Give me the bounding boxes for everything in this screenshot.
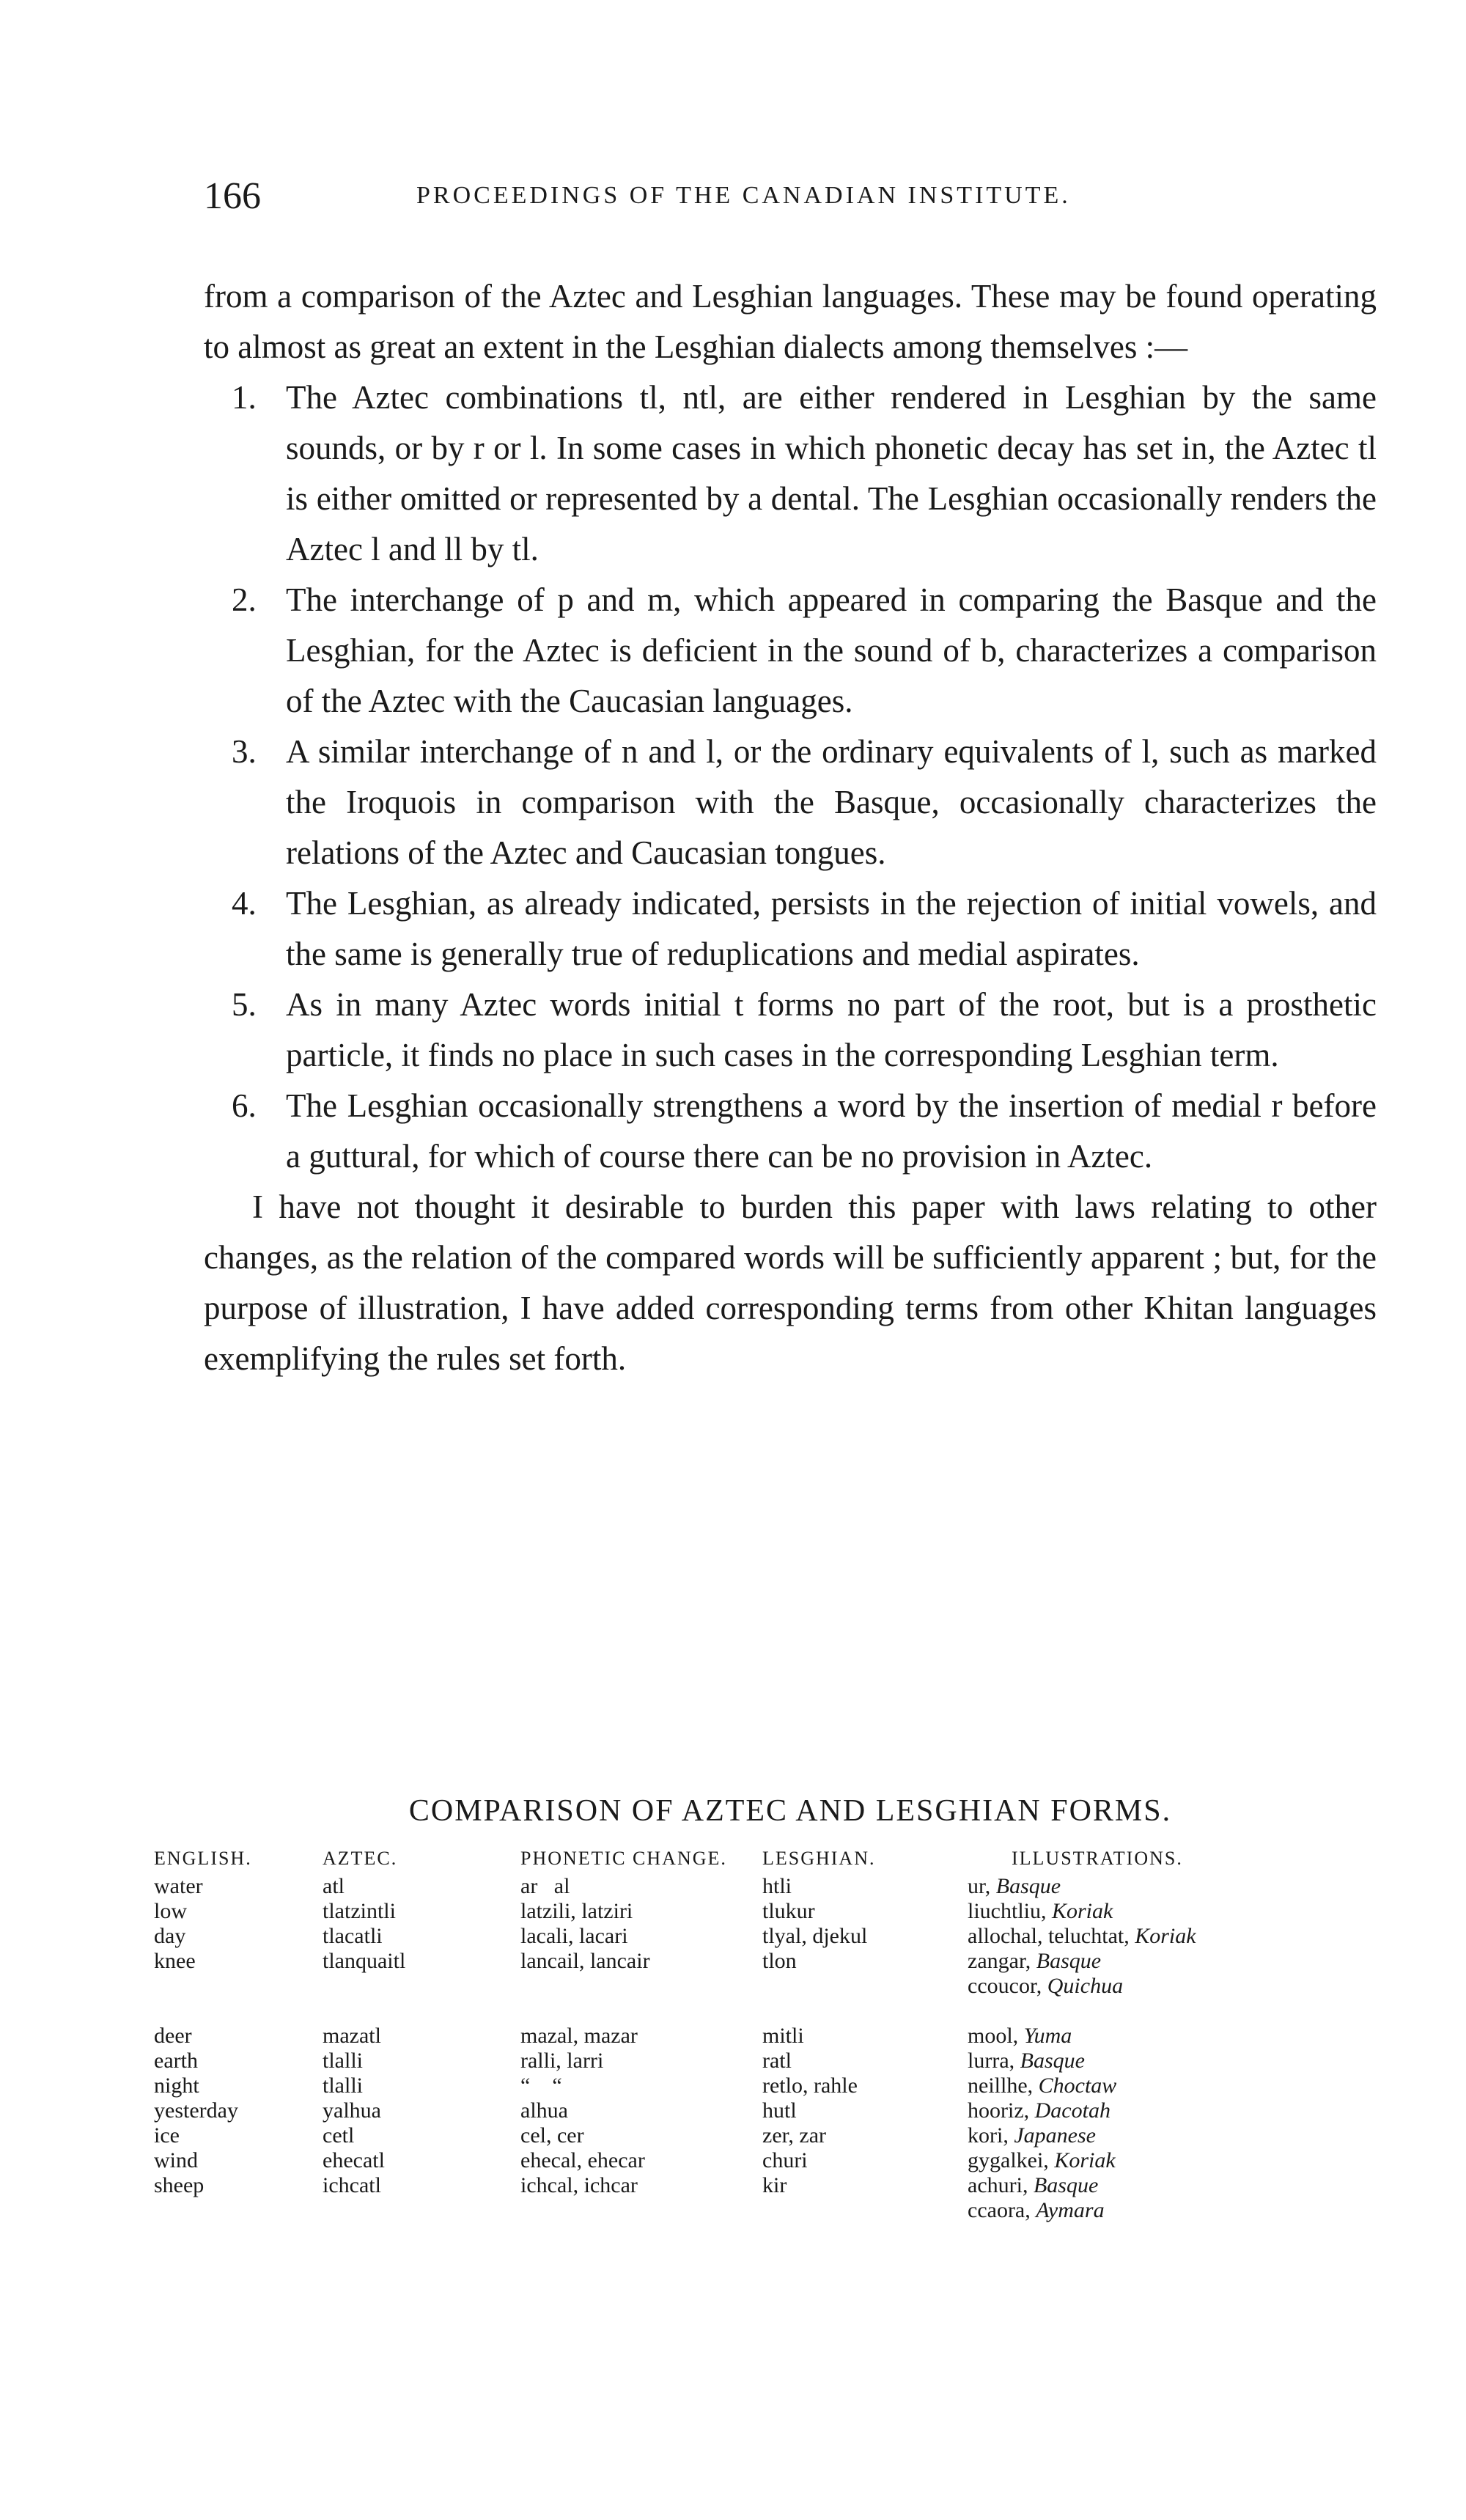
cell-english: low — [154, 1899, 187, 1923]
cell-phonetic-change: cel, cer — [520, 2123, 584, 2148]
illustration-word: neillhe, — [968, 2073, 1034, 2098]
illustration-language: Basque — [1036, 1949, 1102, 1973]
table-row — [154, 2049, 1415, 2073]
illustration-language: Aymara — [1036, 2198, 1105, 2222]
cell-aztec: atl — [323, 1874, 345, 1898]
table-row — [154, 1999, 1415, 2024]
rule-item — [204, 980, 1377, 1081]
illustration-word: zangar, — [968, 1949, 1031, 1973]
rule-item — [204, 1081, 1377, 1182]
table-row — [154, 1924, 1415, 1949]
illustration-entry — [968, 2073, 1415, 2098]
cell-phonetic-change: ehecal, ehecar — [520, 2148, 645, 2172]
table-row — [154, 2024, 1415, 2049]
cell-illustrations — [968, 1924, 1415, 1949]
rules-list — [204, 372, 1377, 1182]
illustration-entry — [968, 1899, 1415, 1924]
rule-item — [204, 372, 1377, 575]
cell-aztec: cetl — [323, 2123, 355, 2148]
cell-illustrations — [968, 2123, 1415, 2148]
table-row — [154, 1949, 1415, 1999]
cell-aztec: yalhua — [323, 2098, 381, 2123]
cell-aztec: tlacatli — [323, 1924, 383, 1948]
cell-illustrations — [968, 2049, 1415, 2073]
illustration-word: ur, — [968, 1874, 991, 1898]
cell-aztec: tlalli — [323, 2073, 363, 2098]
page-number: 166 — [204, 175, 261, 217]
comparison-table — [154, 1846, 1415, 2223]
cell-aztec: ichcatl — [323, 2173, 381, 2197]
cell-illustrations — [968, 2148, 1415, 2173]
intro-paragraph: from a comparison of the Aztec and Lesghian languages. These may be found operating to almost as great an extent in the Lesghian dialects among themselves :— — [204, 278, 1377, 365]
cell-lesghian: tlon — [762, 1949, 797, 1973]
cell-illustrations — [968, 2098, 1415, 2123]
cell-phonetic-change: ralli, larri — [520, 2049, 604, 2073]
illustration-language: Yuma — [1023, 2024, 1072, 2048]
illustration-entry — [968, 2049, 1415, 2073]
illustration-entry — [968, 2198, 1415, 2223]
cell-illustrations — [968, 2024, 1415, 2049]
cell-aztec: tlanquaitl — [323, 1949, 406, 1973]
illustration-language: Basque — [1020, 2049, 1085, 2073]
illustration-word: lurra, — [968, 2049, 1015, 2073]
rule-item — [204, 878, 1377, 980]
cell-phonetic-change: lacali, lacari — [520, 1924, 628, 1948]
cell-phonetic-change: mazal, mazar — [520, 2024, 638, 2048]
illustration-word: gygalkei, — [968, 2148, 1049, 2172]
header-english: ENGLISH. — [154, 1848, 252, 1869]
rule-text: The interchange of p and m, which appeared in comparing the Basque and the Lesghian, for the Aztec is deficient in the sound of b, characterizes a comparison of the Aztec with the Caucasian languages. — [286, 581, 1377, 719]
table-body — [154, 1874, 1415, 2223]
rule-text: The Lesghian, as already indicated, persists in the rejection of initial vowels, and the same is generally true of reduplications and medial aspirates. — [286, 885, 1377, 972]
cell-illustrations — [968, 1899, 1415, 1924]
illustration-word: achuri, — [968, 2173, 1028, 2197]
cell-lesghian: zer, zar — [762, 2123, 827, 2148]
table-row — [154, 1874, 1415, 1899]
illustration-word: ccaora, — [968, 2198, 1031, 2222]
cell-illustrations — [968, 2073, 1415, 2098]
cell-phonetic-change: lancail, lancair — [520, 1949, 650, 1973]
header-phonetic-change: PHONETIC CHANGE. — [520, 1848, 727, 1869]
illustration-language: Choctaw — [1038, 2073, 1117, 2098]
rule-number: 6. — [232, 1087, 257, 1124]
illustration-entry — [968, 1924, 1415, 1949]
table-row — [154, 2148, 1415, 2173]
illustration-language: Basque — [995, 1874, 1061, 1898]
closing-paragraph: I have not thought it desirable to burden this paper with laws relating to other changes, as the relation of the compared words will be sufficiently apparent ; but, for the purpose of illustration, I have added corresponding terms from other Khitan languages exemplifying the rules set forth. — [204, 1189, 1377, 1377]
illustration-entry — [968, 2173, 1415, 2198]
cell-english: wind — [154, 2148, 198, 2172]
cell-phonetic-change: alhua — [520, 2098, 568, 2123]
cell-aztec — [323, 1999, 520, 2024]
header-lesghian: LESGHIAN. — [762, 1848, 876, 1869]
table-row — [154, 1899, 1415, 1924]
illustration-language: Dacotah — [1034, 2098, 1110, 2123]
cell-aztec: mazatl — [323, 2024, 381, 2048]
cell-lesghian: htli — [762, 1874, 792, 1898]
header-illustrations: ILLUSTRATIONS. — [1012, 1848, 1183, 1869]
cell-illustrations — [968, 1949, 1415, 1999]
cell-english: yesterday — [154, 2098, 238, 2123]
cell-lesghian: mitli — [762, 2024, 804, 2048]
illustration-language: Koriak — [1135, 1924, 1196, 1948]
illustration-language: Japanese — [1014, 2123, 1096, 2148]
cell-english: earth — [154, 2049, 198, 2073]
cell-aztec: tlatzintli — [323, 1899, 396, 1923]
cell-english: knee — [154, 1949, 196, 1973]
rule-text: The Aztec combinations tl, ntl, are either rendered in Lesghian by the same sounds, or by r or l. In some cases in which phonetic decay has set in, the Aztec tl is either omitted or represented by a dental. The Lesghian occasionally renders the Aztec l and ll by tl. — [286, 379, 1377, 567]
cell-english: night — [154, 2073, 199, 2098]
illustration-entry — [968, 2024, 1415, 2049]
table-row — [154, 2073, 1415, 2098]
cell-phonetic-change: “ “ — [520, 2073, 562, 2098]
running-head: PROCEEDINGS OF THE CANADIAN INSTITUTE. — [416, 182, 1071, 209]
cell-illustrations — [968, 1874, 1415, 1899]
illustration-word: liuchtliu, — [968, 1899, 1047, 1923]
illustration-entry — [968, 2123, 1415, 2148]
body-text — [204, 271, 1377, 1384]
rule-number: 1. — [232, 379, 257, 416]
rule-item — [204, 727, 1377, 878]
illustration-entry — [968, 2148, 1415, 2173]
rule-text: A similar interchange of n and l, or the ordinary equivalents of l, such as marked the Iroquois in comparison with the Basque, occasionally characterizes the relations of the Aztec and Caucasian tongues. — [286, 733, 1377, 871]
cell-english: deer — [154, 2024, 192, 2048]
cell-lesghian: tlyal, djekul — [762, 1924, 868, 1948]
illustration-word: mool, — [968, 2024, 1019, 2048]
cell-phonetic-change — [520, 1999, 762, 2024]
cell-phonetic-change: ichcal, ichcar — [520, 2173, 638, 2197]
rule-number: 3. — [232, 733, 257, 770]
cell-illustrations — [968, 2173, 1415, 2223]
header-aztec: AZTEC. — [323, 1848, 398, 1869]
rule-number: 5. — [232, 986, 257, 1023]
table-header-row — [154, 1846, 1415, 1874]
table-row — [154, 2098, 1415, 2123]
cell-illustrations — [968, 1999, 1415, 2024]
illustration-word: hooriz, — [968, 2098, 1030, 2123]
cell-english: day — [154, 1924, 186, 1948]
illustration-word: allochal, teluchtat, — [968, 1924, 1130, 1948]
rule-text: As in many Aztec words initial t forms no part of the root, but is a prosthetic particle, it finds no place in such cases in the corresponding Lesghian term. — [286, 986, 1377, 1073]
cell-english: sheep — [154, 2173, 205, 2197]
illustration-language: Basque — [1033, 2173, 1099, 2197]
cell-lesghian — [762, 1999, 968, 2024]
cell-phonetic-change: latzili, latziri — [520, 1899, 633, 1923]
rule-number: 4. — [232, 885, 257, 922]
illustration-language: Koriak — [1054, 2148, 1116, 2172]
cell-aztec: ehecatl — [323, 2148, 385, 2172]
cell-english: water — [154, 1874, 203, 1898]
cell-lesghian: hutl — [762, 2098, 797, 2123]
cell-lesghian: churi — [762, 2148, 808, 2172]
cell-aztec: tlalli — [323, 2049, 363, 2073]
page-header — [204, 175, 1377, 226]
cell-lesghian: ratl — [762, 2049, 792, 2073]
illustration-entry — [968, 1949, 1415, 1974]
illustration-entry — [968, 2098, 1415, 2123]
cell-phonetic-change: ar al — [520, 1874, 570, 1898]
table-row — [154, 2123, 1415, 2148]
cell-lesghian: kir — [762, 2173, 787, 2197]
table-title: COMPARISON OF AZTEC AND LESGHIAN FORMS. — [408, 1794, 1172, 1828]
cell-lesghian: retlo, rahle — [762, 2073, 858, 2098]
illustration-language: Quichua — [1047, 1974, 1124, 1998]
illustration-language: Koriak — [1052, 1899, 1113, 1923]
illustration-word: ccoucor, — [968, 1974, 1042, 1998]
rule-text: The Lesghian occasionally strengthens a word by the insertion of medial r before a guttural, for which of course there can be no provision in Aztec. — [286, 1087, 1377, 1175]
rule-number: 2. — [232, 581, 257, 618]
cell-english: ice — [154, 2123, 180, 2148]
cell-lesghian: tlukur — [762, 1899, 815, 1923]
illustration-entry — [968, 1874, 1415, 1899]
illustration-entry — [968, 1974, 1415, 1999]
illustration-word: kori, — [968, 2123, 1009, 2148]
table-row — [154, 2173, 1415, 2223]
cell-english — [154, 1999, 323, 2024]
rule-item — [204, 575, 1377, 727]
